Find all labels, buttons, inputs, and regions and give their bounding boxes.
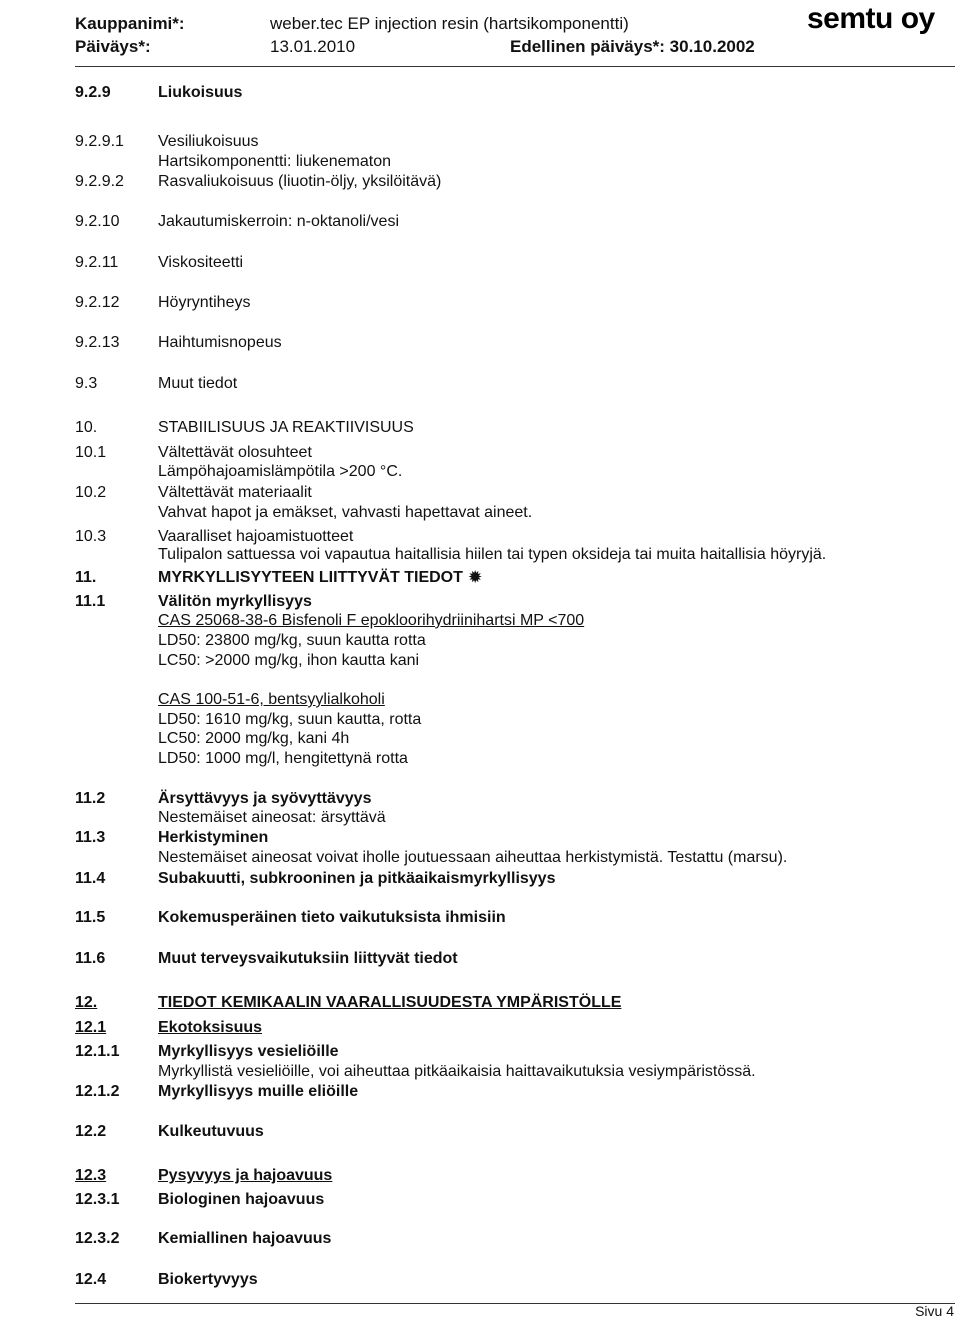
section-text: LD50: 1000 mg/l, hengitettynä rotta <box>158 750 408 767</box>
section-text: Herkistyminen <box>158 829 269 846</box>
section-number: 9.2.11 <box>75 254 119 271</box>
company-logo: semtu oy <box>807 2 935 35</box>
section-text: Vältettävät materiaalit <box>158 484 312 501</box>
section-text: Vaaralliset hajoamistuotteet <box>158 528 354 545</box>
section-number: 11.1 <box>75 593 106 610</box>
section-text: Vahvat hapot ja emäkset, vahvasti hapettavat aineet. <box>158 504 533 521</box>
section-text: Viskositeetti <box>158 254 244 271</box>
section-number: 12.3.2 <box>75 1230 120 1247</box>
section-text: Muut tiedot <box>158 375 238 392</box>
section-text: Vältettävät olosuhteet <box>158 444 312 461</box>
section-text: Ekotoksisuus <box>158 1019 263 1036</box>
section-text: Nestemäiset aineosat voivat iholle joutuessaan aiheuttaa herkistymistä. Testattu (marsu). <box>158 849 788 866</box>
section-number: 11.5 <box>75 909 106 926</box>
section-number: 12.3 <box>75 1167 107 1184</box>
trade-name-label: Kauppanimi*: <box>75 14 185 33</box>
section-text: LC50: >2000 mg/kg, ihon kautta kani <box>158 652 420 669</box>
section-number: 12. <box>75 994 98 1011</box>
section-text: Myrkyllistä vesieliöille, voi aiheuttaa pitkäaikaisia haittavaikutuksia vesiympäristössä. <box>158 1063 756 1080</box>
document-header <box>75 0 955 66</box>
section-number: 12.1 <box>75 1019 107 1036</box>
section-text: Nestemäiset aineosat: ärsyttävä <box>158 809 386 826</box>
header-divider <box>75 66 955 67</box>
section-number: 10. <box>75 419 98 436</box>
section-text: Rasvaliukoisuus (liuotin-öljy, yksilöitävä) <box>158 173 442 190</box>
section-text: Höyryntiheys <box>158 294 251 311</box>
footer-divider <box>75 1303 955 1304</box>
section-number: 9.2.9 <box>75 84 111 101</box>
section-text: Kemiallinen hajoavuus <box>158 1230 332 1247</box>
section-text: Lämpöhajoamislämpötila >200 °C. <box>158 463 403 480</box>
section-text: Kokemusperäinen tieto vaikutuksista ihmisiin <box>158 909 506 926</box>
section-number: 10.3 <box>75 528 107 545</box>
section-text: Muut terveysvaikutuksiin liittyvät tiedot <box>158 950 458 967</box>
section-text: Ärsyttävyys ja syövyttävyys <box>158 790 372 807</box>
date-value: 13.01.2010 <box>270 37 356 56</box>
section-number: 9.2.9.1 <box>75 133 124 150</box>
section-text: LD50: 1610 mg/kg, suun kautta, rotta <box>158 711 422 728</box>
section-number: 11.2 <box>75 790 106 807</box>
section-text: Pysyvyys ja hajoavuus <box>158 1167 333 1184</box>
section-text: Haihtumisnopeus <box>158 334 282 351</box>
section-text: CAS 25068-38-6 Bisfenoli F epokloorihydriinihartsi MP <700 <box>158 612 585 629</box>
section-text: Biologinen hajoavuus <box>158 1191 325 1208</box>
section-number: 12.1.2 <box>75 1083 120 1100</box>
section-number: 12.3.1 <box>75 1191 120 1208</box>
section-text: Myrkyllisyys vesieliöille <box>158 1043 339 1060</box>
section-number: 9.3 <box>75 375 98 392</box>
section-text: Subakuutti, subkrooninen ja pitkäaikaismyrkyllisyys <box>158 870 556 887</box>
asterisk-icon: ✹ <box>468 569 482 586</box>
section-number: 11.4 <box>75 870 106 887</box>
section-number: 9.2.13 <box>75 334 120 351</box>
section-number: 9.2.12 <box>75 294 120 311</box>
section-text: Biokertyvyys <box>158 1271 258 1288</box>
section-text: LD50: 23800 mg/kg, suun kautta rotta <box>158 632 426 649</box>
trade-name-value: weber.tec EP injection resin (hartsikomponentti) <box>270 14 629 33</box>
section-number: 11.6 <box>75 950 106 967</box>
section-number: 12.2 <box>75 1123 107 1140</box>
page-number: Sivu 4 <box>915 1303 954 1319</box>
section-number: 12.4 <box>75 1271 107 1288</box>
section-number: 10.2 <box>75 484 107 501</box>
section-text: Kulkeutuvuus <box>158 1123 264 1140</box>
section-text: Myrkyllisyys muille eliöille <box>158 1083 359 1100</box>
section-text: Tulipalon sattuessa voi vapautua haitallisia hiilen tai typen oksideja tai muita haitallisia höyryjä. <box>158 546 827 563</box>
section-text: Vesiliukoisuus <box>158 133 259 150</box>
section-text: TIEDOT KEMIKAALIN VAARALLISUUDESTA YMPÄRISTÖLLE <box>158 994 622 1011</box>
section-text: Jakautumiskerroin: n-oktanoli/vesi <box>158 213 399 230</box>
date-label: Päiväys*: <box>75 37 151 56</box>
section-number: 10.1 <box>75 444 107 461</box>
section-text: CAS 100-51-6, bentsyylialkoholi <box>158 691 385 708</box>
section-text: LC50: 2000 mg/kg, kani 4h <box>158 730 350 747</box>
section-text: Hartsikomponentti: liukenematon <box>158 153 392 170</box>
section-text: Liukoisuus <box>158 84 243 101</box>
section-number: 11.3 <box>75 829 106 846</box>
section-text: Välitön myrkyllisyys <box>158 593 312 610</box>
section-number: 11. <box>75 569 97 586</box>
previous-date: Edellinen päiväys*: 30.10.2002 <box>510 37 755 56</box>
section-number: 9.2.9.2 <box>75 173 124 190</box>
section-text: MYRKYLLISYYTEEN LIITTYVÄT TIEDOT ✹ <box>158 569 482 586</box>
section-number: 12.1.1 <box>75 1043 120 1060</box>
section-text: STABIILISUUS JA REAKTIIVISUUS <box>158 419 414 436</box>
section-number: 9.2.10 <box>75 213 120 230</box>
